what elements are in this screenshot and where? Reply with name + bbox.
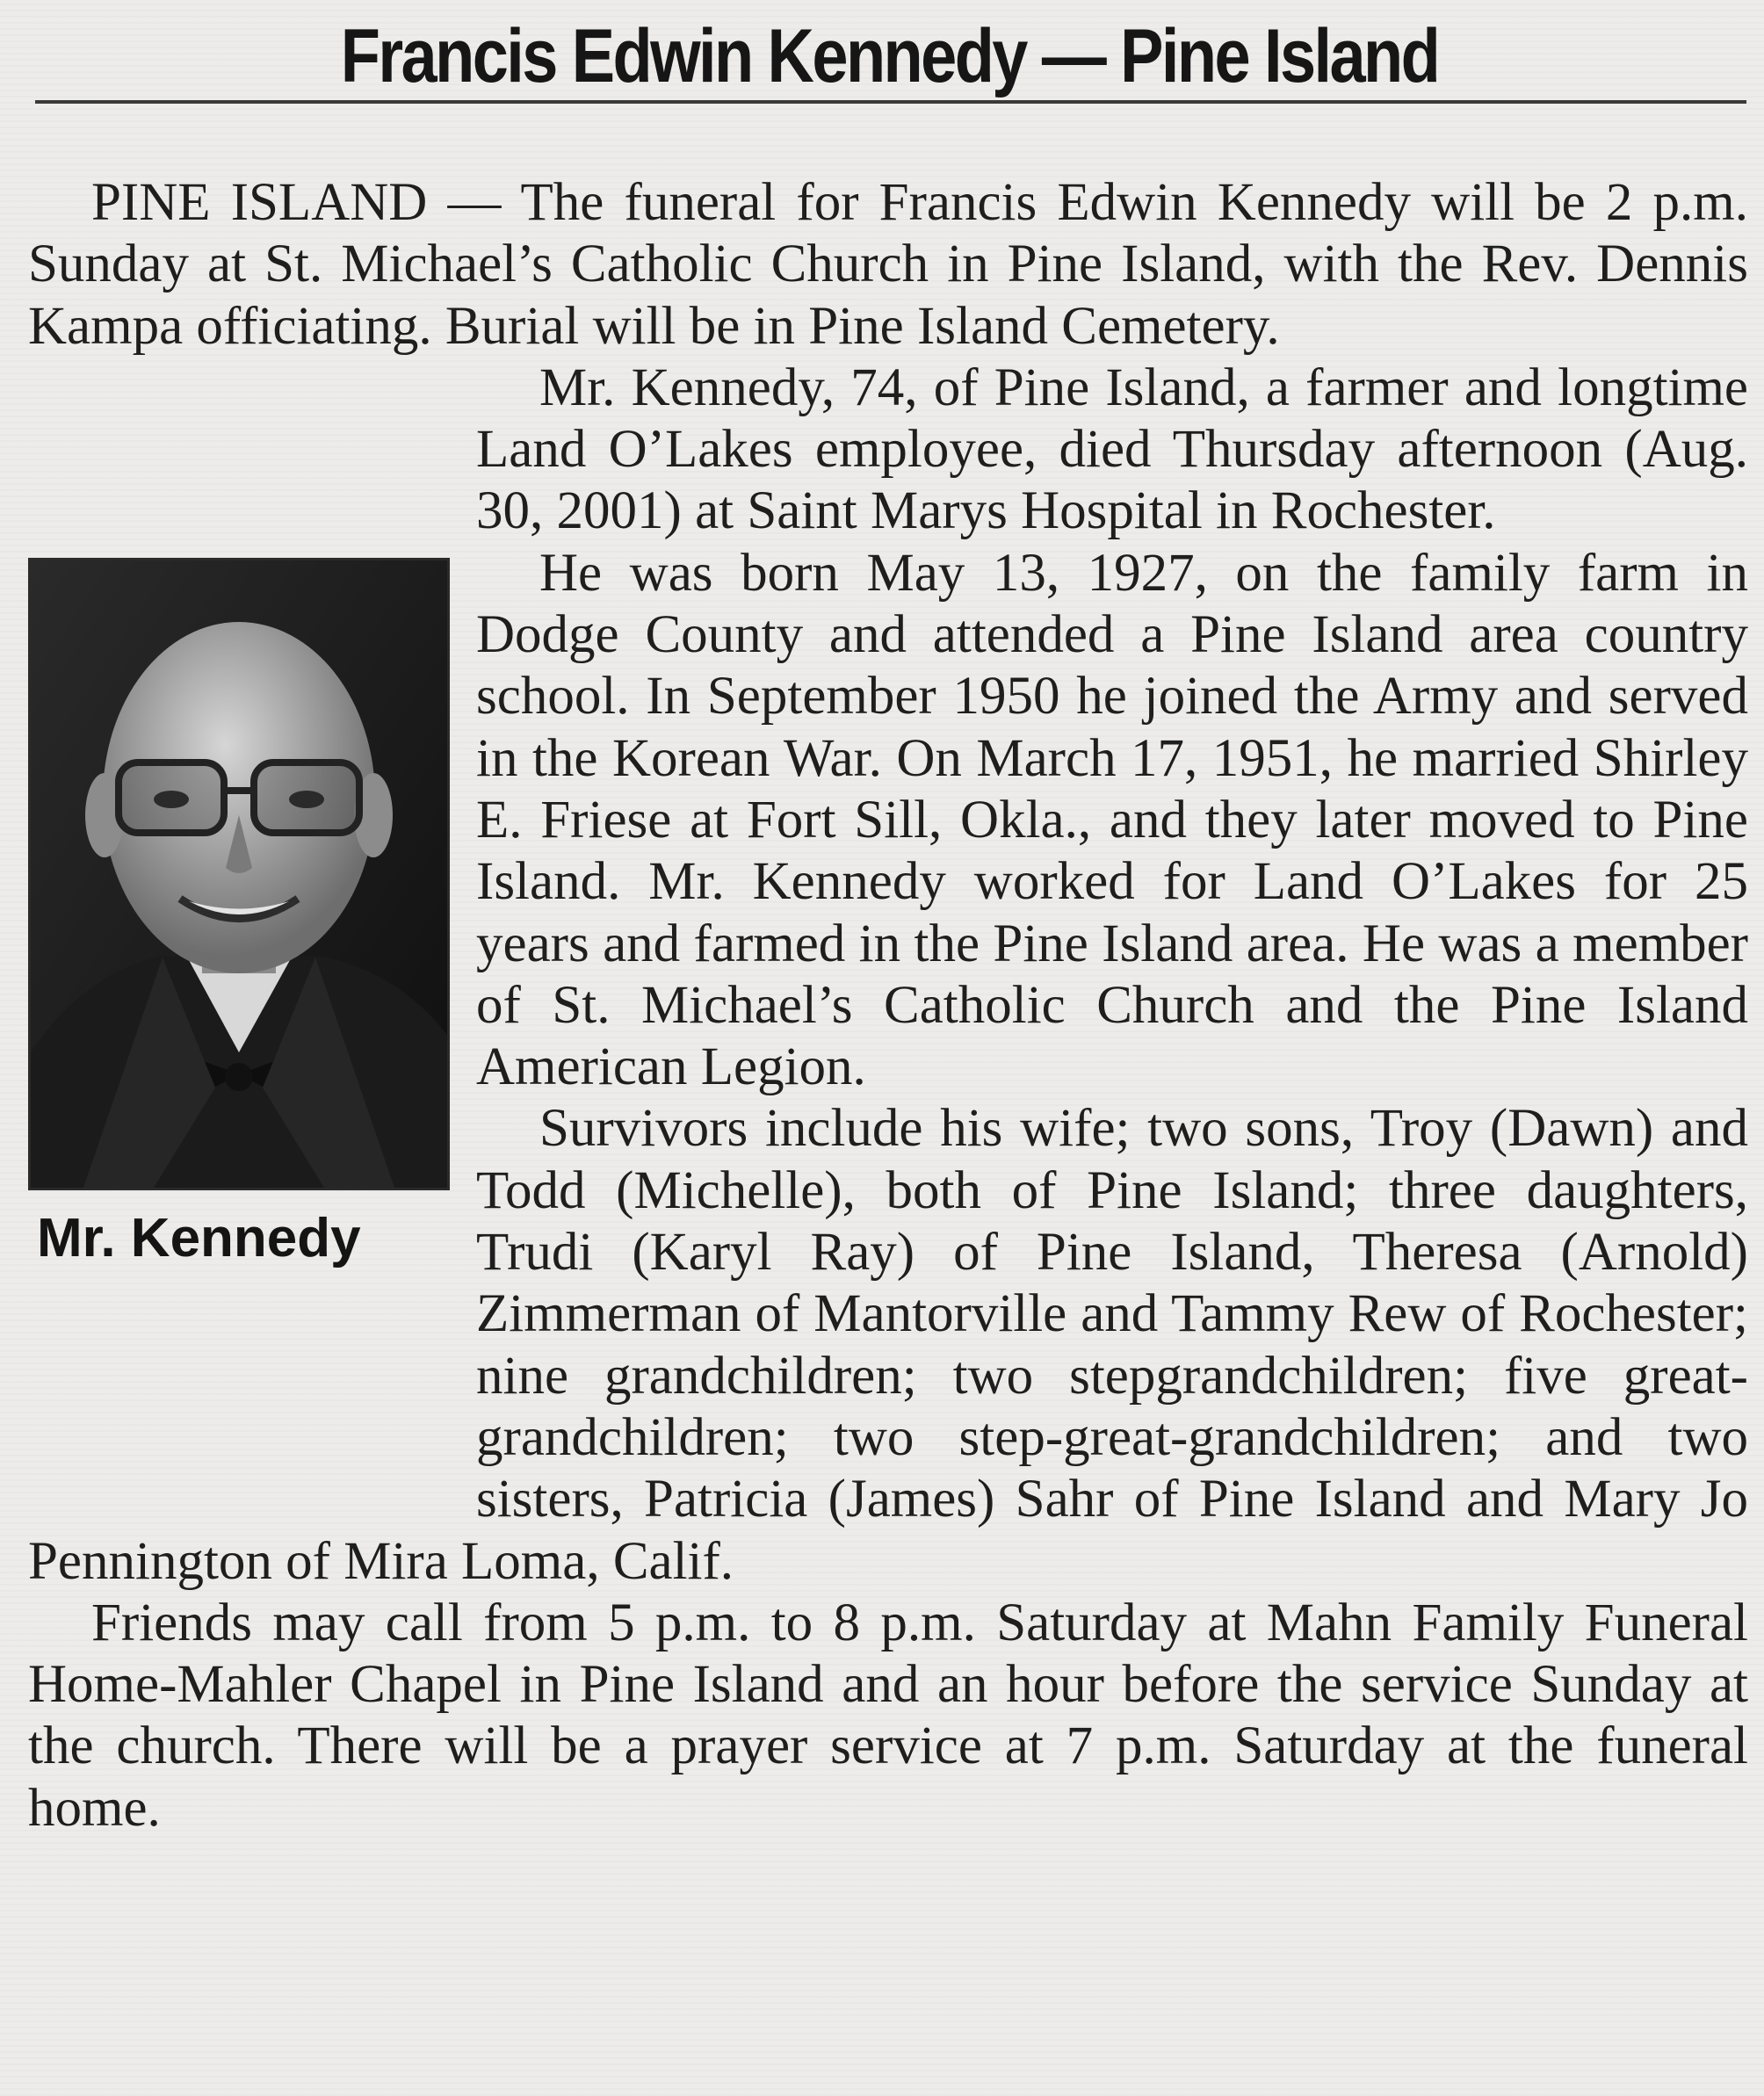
- headline: Francis Edwin Kennedy — Pine Island: [340, 14, 1439, 98]
- paragraph-visitation: Friends may call from 5 p.m. to 8 p.m. Saturday at Mahn Family Funeral Home-Mahler Chapel in Pine Island and an hour before the service Sunday at the church. There will be a prayer service at 7 p.m. Saturday at the funeral home.: [28, 1593, 1748, 1838]
- photo-caption: Mr. Kennedy: [37, 1207, 361, 1268]
- paragraph-death: Mr. Kennedy, 74, of Pine Island, a farmer and longtime Land O’Lakes employee, died Thursday afternoon (Aug. 30, 2001) at Saint Marys Hospital in Rochester.: [476, 358, 1748, 541]
- headline-rule: [35, 100, 1746, 104]
- paragraph-biography: He was born May 13, 1927, on the family farm in Dodge County and attended a Pine Island area country school. In September 1950 he joined the Army and served in the Korean War. On March 17, 1951, he married Shirley E. Friese at Fort Sill, Okla., and they later moved to Pine Island. Mr. Kennedy worked for Land O’Lakes for 25 years and farmed in the Pine Island area. He was a member of St. Michael’s Catholic Church and the Pine Island American Legion.: [476, 543, 1748, 1097]
- portrait-photo: [28, 558, 450, 1190]
- portrait-image: [31, 560, 447, 1188]
- paragraph-survivors: Survivors include his wife; two sons, Troy (Dawn) and Todd (Michelle), both of Pine Island; three daughters, Trudi (Karyl Ray) of Pine Island, Theresa (Arnold) Zimmerman of Mantorville and Tammy Rew of Rochester; nine grandchildren; two stepgrandchildren; five great-grandchildren; two step-great-grandchildren; and two sisters, Patricia (James) Sahr of Pine Island and Mary Jo Pennington of Mira Loma, Calif.: [28, 1099, 1748, 1591]
- paragraph-funeral: PINE ISLAND — The funeral for Francis Edwin Kennedy will be 2 p.m. Sunday at St. Michael’s Catholic Church in Pine Island, with the Rev. Dennis Kampa officiating. Burial will be in Pine Island Cemetery.: [28, 173, 1748, 356]
- photo-block: [28, 558, 476, 1483]
- obituary-body: [28, 172, 1748, 1839]
